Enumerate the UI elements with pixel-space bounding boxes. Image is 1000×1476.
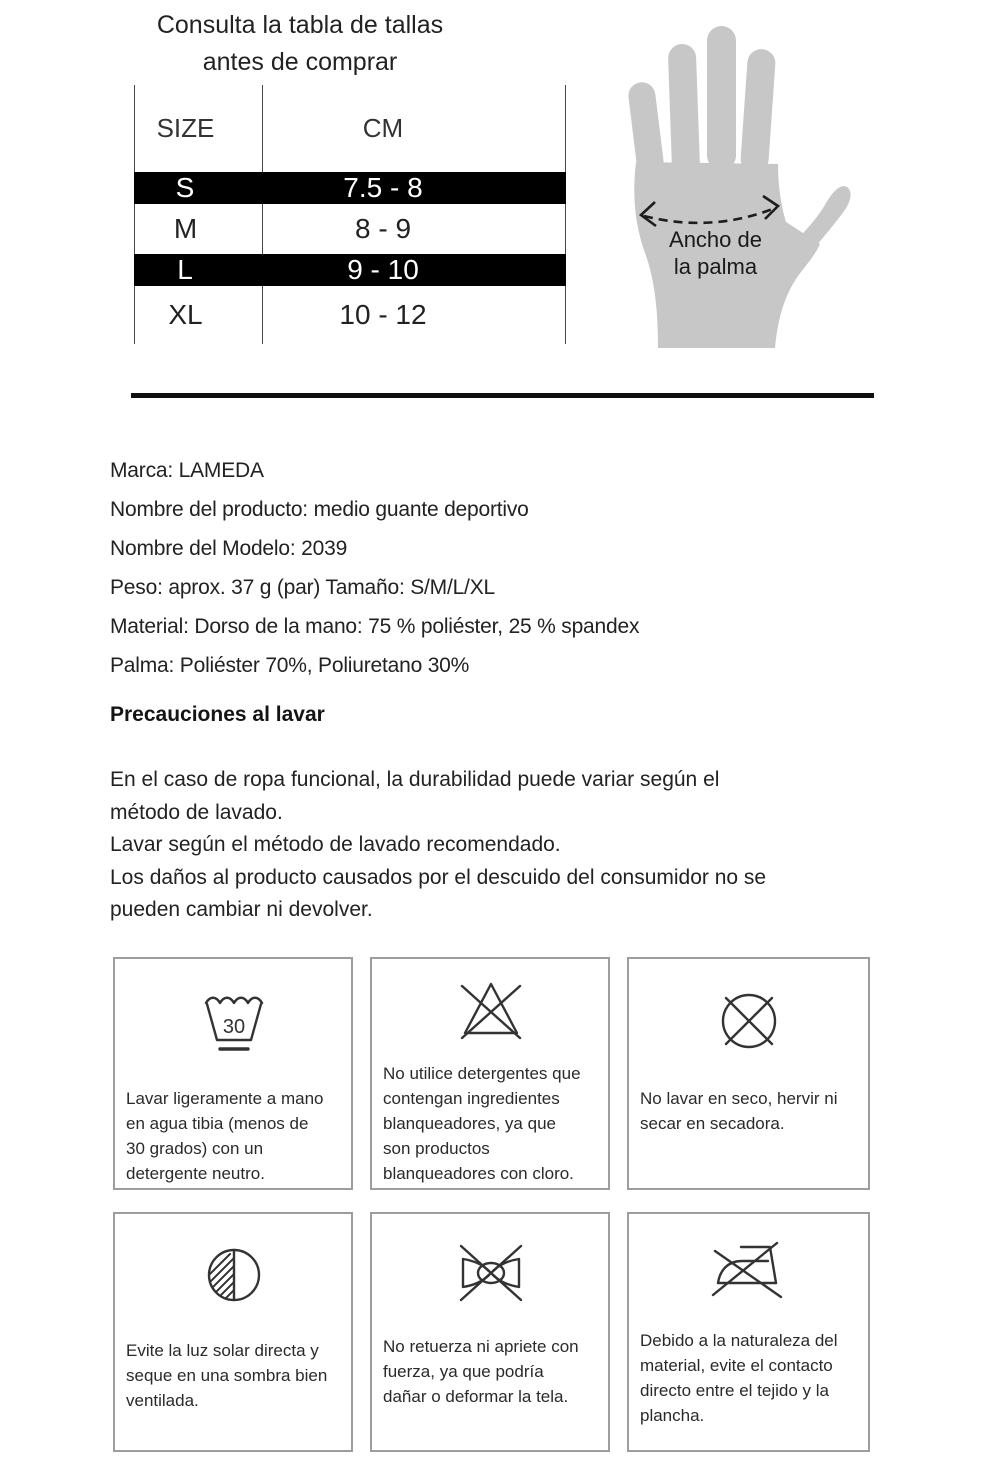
- cm-cell: 10 - 12: [262, 286, 566, 344]
- table-row-s: [134, 172, 566, 204]
- care-symbol-grid: [113, 957, 870, 1452]
- table-row-l: [134, 254, 566, 286]
- size-cell: M: [134, 204, 262, 254]
- washing-intro-line: pueden cambiar ni devolver.: [110, 898, 373, 921]
- care-box-no-wring: [370, 1212, 610, 1452]
- care-box-no-bleach: [370, 957, 610, 1190]
- section-divider: [131, 393, 874, 398]
- washing-intro-line: Los daños al producto causados por el descuido del consumidor no se: [110, 865, 767, 889]
- care-box-text: No lavar en seco, hervir ni secar en secadora.: [640, 1089, 838, 1133]
- info-model: Nombre del Modelo: 2039: [110, 537, 348, 560]
- no-wring-icon: [449, 1240, 533, 1310]
- care-box-text: Debido a la naturaleza del material, evite el contacto directo entre el tejido y la plancha.: [640, 1331, 838, 1425]
- no-iron-icon: [707, 1237, 791, 1307]
- cm-cell: 9 - 10: [347, 254, 419, 285]
- info-brand: Marca: LAMEDA: [110, 459, 264, 482]
- size-cell: S: [175, 172, 195, 203]
- care-box-no-dry-clean: [627, 957, 870, 1190]
- info-palm: Palma: Poliéster 70%, Poliuretano 30%: [110, 654, 470, 677]
- washing-intro: [110, 764, 766, 927]
- product-info: [110, 451, 639, 685]
- care-box-no-iron: [627, 1212, 870, 1452]
- table-row-m: [134, 204, 566, 254]
- care-box-text: Evite la luz solar directa y seque en una sombra bien ventilada.: [126, 1341, 328, 1410]
- palm-width-label-line1: Ancho de: [669, 227, 762, 252]
- hand-diagram: [628, 6, 890, 348]
- size-guide-title-line2: antes de comprar: [202, 48, 398, 76]
- no-bleach-icon: [449, 976, 533, 1046]
- care-box-dry-in-shade: [113, 1212, 353, 1452]
- size-cell: XL: [134, 286, 262, 344]
- size-column-header: SIZE: [134, 85, 262, 172]
- cm-cell: 7.5 - 8: [343, 172, 423, 203]
- care-box-hand-wash: [113, 957, 353, 1190]
- hand-wash-30-icon: [192, 989, 276, 1059]
- hand-illustration: [628, 6, 890, 348]
- care-box-text: No utilice detergentes que contengan ingredientes blanqueadores, ya que son productos blanqueadores con cloro.: [383, 1064, 581, 1183]
- info-material: Material: Dorso de la mano: 75 % poliéster, 25 % spandex: [110, 615, 640, 638]
- cm-cell: 8 - 9: [262, 204, 566, 254]
- cm-column-header: CM: [262, 85, 566, 172]
- size-table-header-row: [134, 85, 566, 172]
- washing-heading: Precauciones al lavar: [110, 703, 325, 726]
- washing-intro-line: método de lavado.: [110, 800, 283, 824]
- wash-temp-label: 30: [222, 1015, 245, 1038]
- washing-intro-line: Lavar según el método de lavado recomendado.: [110, 833, 561, 856]
- info-weight: Peso: aprox. 37 g (par) Tamaño: S/M/L/XL: [110, 576, 495, 599]
- size-table: [134, 85, 566, 344]
- care-box-text: No retuerza ni apriete con fuerza, ya que podría dañar o deformar la tela.: [383, 1337, 579, 1406]
- no-dry-clean-icon: [707, 989, 791, 1059]
- info-product: Nombre del producto: medio guante deportivo: [110, 498, 529, 521]
- size-guide-title: [100, 7, 500, 81]
- care-box-text: Lavar ligeramente a mano en agua tibia (menos de 30 grados) con un detergente neutro.: [126, 1089, 324, 1183]
- dry-in-shade-icon: [192, 1242, 276, 1312]
- palm-width-label: [638, 226, 793, 280]
- hand-silhouette: [628, 26, 851, 348]
- size-guide-title-line1: Consulta la tabla de tallas: [156, 11, 444, 39]
- palm-width-label-line2: la palma: [673, 254, 758, 279]
- table-row-xl: [134, 286, 566, 344]
- washing-intro-line: En el caso de ropa funcional, la durabilidad puede variar según el: [110, 768, 720, 791]
- size-cell: L: [177, 254, 193, 285]
